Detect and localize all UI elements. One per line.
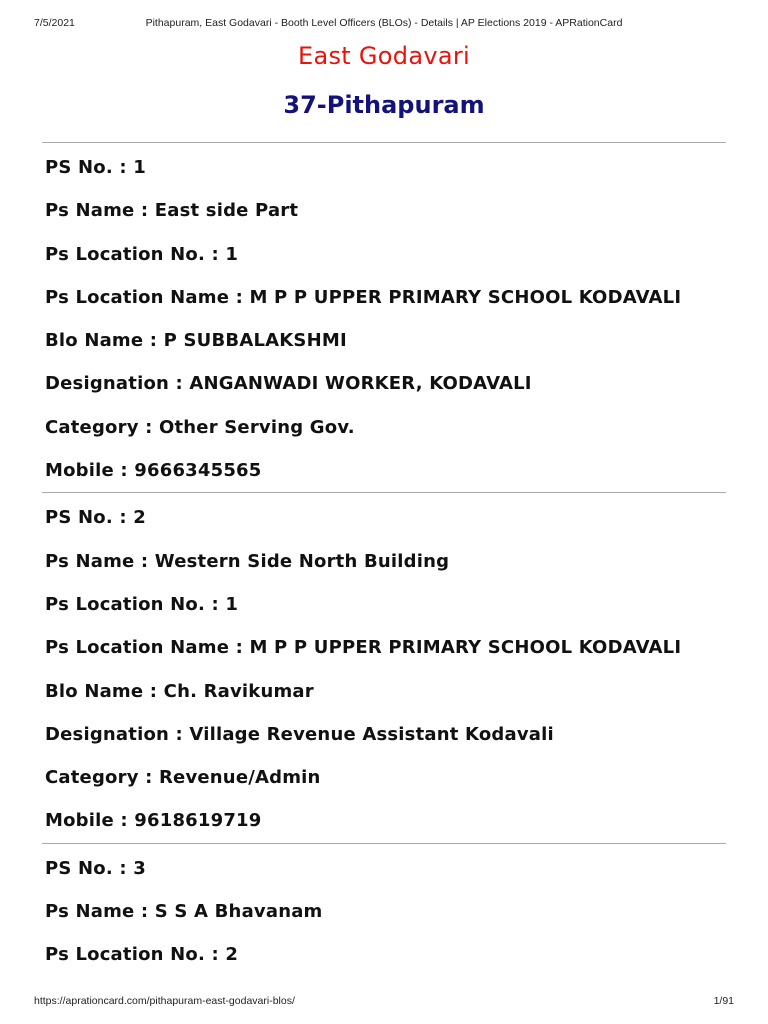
- field-label: Ps Name: [45, 550, 135, 572]
- field-value: Western Side North Building: [154, 550, 450, 572]
- booth-record: [0, 142, 768, 492]
- record-field: Ps Location No. : 1: [45, 593, 239, 615]
- field-label: Ps Location No.: [45, 593, 205, 615]
- field-label: Blo Name: [45, 330, 144, 352]
- record-field: PS No. : 2: [45, 507, 146, 529]
- record-field: Category : Other Serving Gov.: [45, 416, 355, 438]
- field-value: 1: [225, 593, 239, 615]
- record-field: Designation : Village Revenue Assistant Kodavali: [45, 723, 554, 745]
- field-label: Ps Name: [45, 200, 135, 222]
- print-url: https://aprationcard.com/pithapuram-east-godavari-blos/: [34, 995, 295, 1007]
- booth-records: [0, 142, 768, 977]
- print-page-title: Pithapuram, East Godavari - Booth Level Officers (BLOs) - Details | AP Elections 2019 - APRationCard: [145, 17, 623, 29]
- record-field: Ps Location No. : 1: [45, 243, 239, 265]
- constituency-heading: 37-Pithapuram: [283, 91, 485, 119]
- field-value: 1: [133, 157, 146, 178]
- field-value: Revenue/Admin: [158, 767, 321, 789]
- field-label: Mobile: [45, 810, 114, 832]
- field-label: Ps Location Name: [45, 286, 230, 308]
- record-field: Ps Name : East side Part: [45, 200, 299, 222]
- field-label: Ps Location Name: [45, 637, 230, 659]
- field-label: Designation: [45, 373, 170, 395]
- record-field: Category : Revenue/Admin: [45, 767, 321, 789]
- field-value: ANGANWADI WORKER, KODAVALI: [189, 373, 532, 395]
- field-label: Mobile: [45, 460, 114, 482]
- field-value: 9618619719: [134, 810, 262, 832]
- record-field: Ps Location Name : M P P UPPER PRIMARY SCHOOL KODAVALI: [45, 286, 682, 308]
- field-label: Designation: [45, 723, 170, 745]
- record-field: Mobile : 9666345565: [45, 460, 262, 482]
- field-value: S S A Bhavanam: [154, 901, 323, 923]
- record-field: Designation : ANGANWADI WORKER, KODAVALI: [45, 373, 532, 395]
- field-value: P SUBBALAKSHMI: [163, 330, 347, 352]
- record-fields: [0, 493, 768, 842]
- field-label: PS No.: [45, 857, 113, 879]
- field-value: M P P UPPER PRIMARY SCHOOL KODAVALI: [249, 286, 682, 308]
- record-field: Blo Name : P SUBBALAKSHMI: [45, 330, 347, 352]
- print-header: [34, 17, 734, 31]
- record-field: Ps Name : Western Side North Building: [45, 550, 450, 572]
- field-value: Other Serving Gov.: [158, 416, 355, 438]
- field-value: East side Part: [154, 200, 299, 222]
- record-field: PS No. : 3: [45, 857, 146, 879]
- record-field: Ps Name : S S A Bhavanam: [45, 901, 323, 923]
- record-field: Ps Location Name : M P P UPPER PRIMARY SCHOOL KODAVALI: [45, 637, 682, 659]
- booth-record: [0, 843, 768, 977]
- field-value: M P P UPPER PRIMARY SCHOOL KODAVALI: [249, 637, 682, 659]
- record-fields: [0, 143, 768, 492]
- print-footer: [34, 995, 734, 1009]
- field-value: 2: [133, 507, 146, 529]
- page-number: 1/91: [713, 995, 734, 1007]
- record-fields: [0, 844, 768, 977]
- field-value: Ch. Ravikumar: [163, 680, 314, 702]
- field-label: Category: [45, 767, 139, 789]
- field-label: Category: [45, 416, 139, 438]
- booth-record: [0, 492, 768, 842]
- record-field: Ps Location No. : 2: [45, 944, 239, 966]
- print-date: 7/5/2021: [34, 17, 75, 29]
- record-field: Blo Name : Ch. Ravikumar: [45, 680, 314, 702]
- district-heading: East Godavari: [298, 42, 470, 70]
- field-value: 3: [133, 857, 146, 879]
- record-field: Mobile : 9618619719: [45, 810, 262, 832]
- field-label: PS No.: [45, 507, 113, 529]
- field-value: 2: [225, 944, 239, 966]
- field-label: Ps Location No.: [45, 944, 205, 966]
- field-label: Ps Name: [45, 901, 135, 923]
- field-value: 9666345565: [134, 460, 262, 482]
- field-label: Ps Location No.: [45, 243, 205, 265]
- record-field: PS No. : 1: [45, 157, 146, 178]
- field-label: PS No.: [45, 157, 113, 178]
- field-label: Blo Name: [45, 680, 144, 702]
- field-value: 1: [225, 243, 239, 265]
- field-value: Village Revenue Assistant Kodavali: [189, 723, 554, 745]
